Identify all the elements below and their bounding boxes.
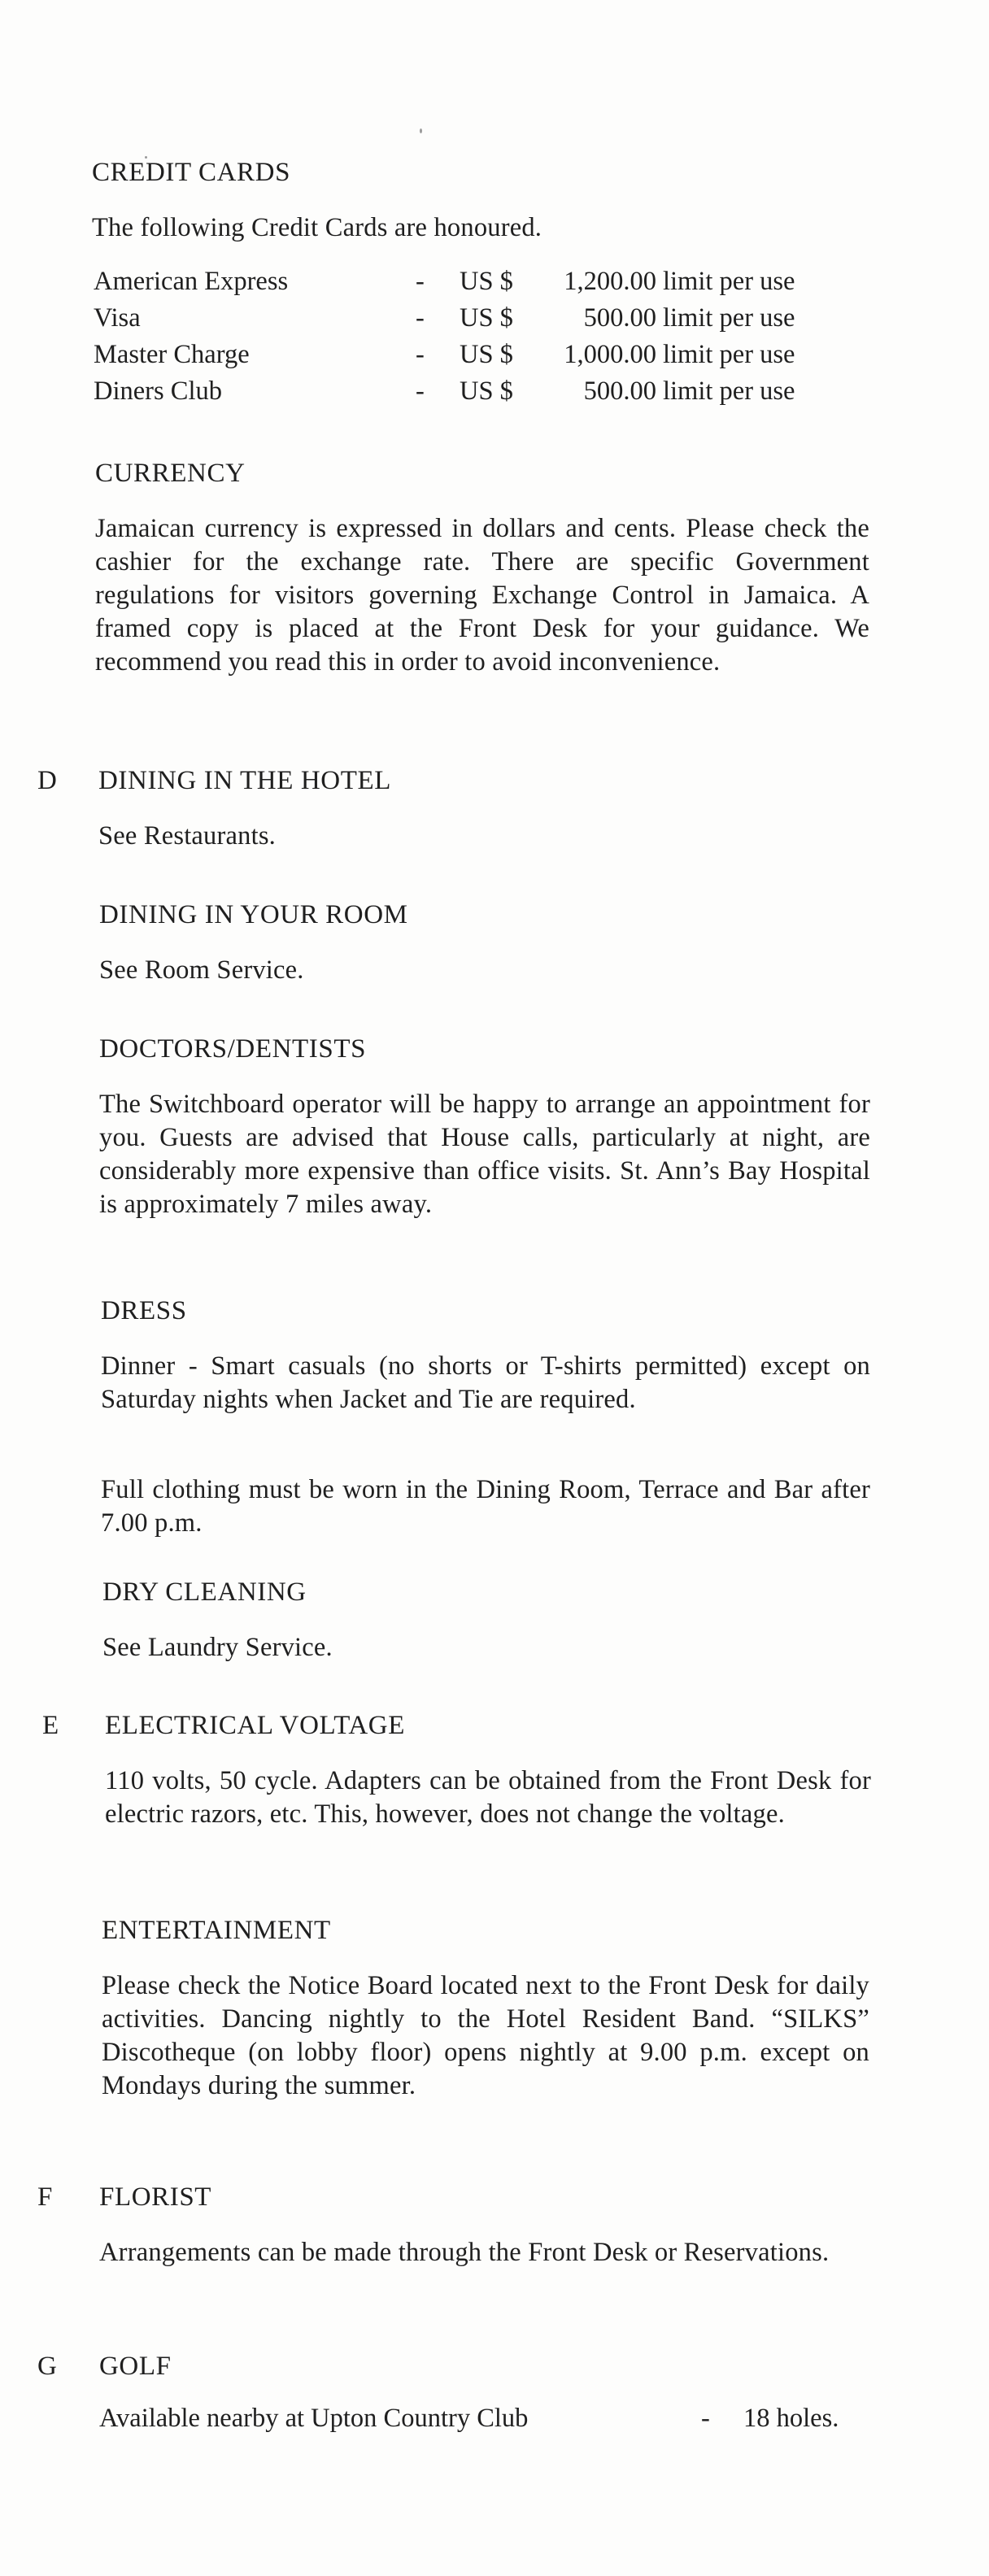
credit-card-row [94,337,891,372]
scan-speck [420,128,422,133]
section-heading: DRESS [101,1296,187,1325]
doctors-text: The Switchboard operator will be happy to arrange an appointment for you. Guests are advised that House calls, particularly at night, are considerably more expensive than office visits. St. Ann’s Bay Hospital is approximately 7 miles away. [99,1090,870,1219]
index-letter: G [37,2352,58,2381]
card-currency: US $ [460,267,513,296]
card-dash: - [416,303,425,333]
section-heading: FLORIST [99,2182,212,2212]
card-name: American Express [94,267,289,296]
dining-hotel-text: See Restaurants. [98,821,277,851]
card-dash: - [416,340,425,369]
florist-text: Arrangements can be made through the Front Desk or Reservations. [99,2238,830,2267]
card-name: Master Charge [94,340,250,369]
golf-holes: 18 holes. [743,2404,839,2433]
dress-text-dinner: Dinner - Smart casuals (no shorts or T-shirts permitted) except on Saturday nights when Jacket and Tie are required. [101,1351,870,1414]
credit-cards-intro: The following Credit Cards are honoured. [92,213,542,242]
dining-room-text: See Room Service. [99,955,304,985]
section-heading: ELECTRICAL VOLTAGE [105,1711,405,1740]
golf-text [99,2402,872,2438]
section-heading: DRY CLEANING [102,1577,307,1607]
electrical-text: 110 volts, 50 cycle. Adapters can be obtained from the Front Desk for electric razors, etc. This, however, does not change the voltage. [105,1766,871,1829]
card-dash: - [416,376,425,406]
golf-dash: - [701,2404,710,2433]
section-heading: DINING IN YOUR ROOM [99,900,408,929]
section-heading: CURRENCY [95,459,246,488]
golf-location: Available nearby at Upton Country Club [99,2404,529,2433]
card-currency: US $ [460,303,513,333]
card-limit-amount: 1,000.00 [564,340,656,369]
index-letter: D [37,766,58,795]
section-heading: GOLF [99,2352,172,2381]
card-limit-label: limit per use [663,340,795,369]
dress-text-clothing: Full clothing must be worn in the Dining Room, Terrace and Bar after 7.00 p.m. [101,1475,870,1538]
credit-card-row [94,263,891,299]
section-heading: CREDIT CARDS [92,158,291,187]
card-dash: - [416,267,425,296]
card-name: Diners Club [94,376,222,406]
card-limit-label: limit per use [663,303,795,333]
card-name: Visa [94,303,141,333]
section-heading: DINING IN THE HOTEL [98,766,391,795]
card-limit-amount: 500.00 [583,376,656,406]
entertainment-text: Please check the Notice Board located next to the Front Desk for daily activities. Dancing nightly to the Hotel Resident Band. “SILKS” Discotheque (on lobby floor) opens nightly at 9.00 p.m. except on Mondays during the summer. [102,1971,869,2100]
card-currency: US $ [460,340,513,369]
dry-cleaning-text: See Laundry Service. [102,1633,333,1662]
card-currency: US $ [460,376,513,406]
card-limit-label: limit per use [663,376,795,406]
credit-card-row [94,373,891,409]
section-heading: ENTERTAINMENT [102,1916,331,1945]
section-heading: DOCTORS/DENTISTS [99,1034,367,1064]
card-limit-label: limit per use [663,267,795,296]
index-letter: E [42,1711,59,1740]
card-limit-amount: 500.00 [583,303,656,333]
currency-text: Jamaican currency is expressed in dollars and cents. Please check the cashier for the exchange rate. There are specific Government regulations for visitors governing Exchange Control in Jamaica. A framed copy is placed at the Front Desk for your guidance. We recommend you read this in order to avoid inconvenience. [95,514,869,677]
card-limit-amount: 1,200.00 [564,267,656,296]
credit-card-row [94,300,891,336]
index-letter: F [37,2182,53,2212]
